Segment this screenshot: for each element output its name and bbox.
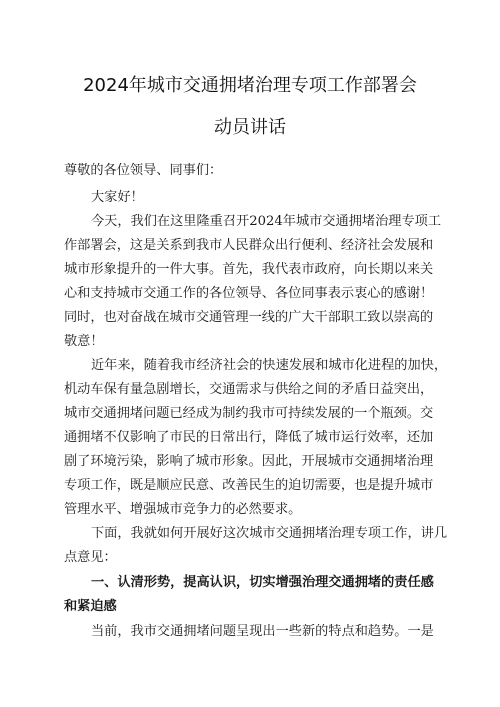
- section-heading-line: 和紧迫感: [64, 599, 117, 614]
- paragraph-line: 管理水平、增强城市竞争力的必然要求。: [64, 502, 302, 517]
- paragraph-line: 专项工作，既是顺应民意、改善民生的迫切需要，也是提升城市: [64, 478, 434, 493]
- section-heading-line: 一、认清形势，提高认识，切实增强治理交通拥堵的责任感: [91, 575, 434, 590]
- paragraph-line: 机动车保有量急剧增长，交通需求与供给之间的矛盾日益突出，: [64, 382, 434, 397]
- paragraph-line: 当前，我市交通拥堵问题呈现出一些新的特点和趋势。一是: [91, 624, 434, 639]
- paragraph-line: 点意见：: [64, 550, 117, 565]
- salutation: 尊敬的各位领导、同事们：: [64, 163, 223, 178]
- paragraph-line: 城市交通拥堵问题已经成为制约我市可持续发展的一个瓶颈。交: [64, 406, 434, 421]
- paragraph-line: 剧了环境污染，影响了城市形象。因此，开展城市交通拥堵治理: [64, 454, 434, 469]
- paragraph-line: 同时，也对奋战在城市交通管理一线的广大干部职工致以崇高的: [64, 310, 434, 325]
- paragraph-line: 下面，我就如何开展好这次城市交通拥堵治理专项工作，讲几: [91, 526, 448, 541]
- paragraph-line: 通拥堵不仅影响了市民的日常出行，降低了城市运行效率，还加: [64, 430, 434, 445]
- paragraph-line: 近年来，随着我市经济社会的快速发展和城市化进程的加快，: [91, 358, 448, 373]
- paragraph-line: 敬意！: [64, 334, 104, 349]
- paragraph-line: 城市形象提升的一件大事。首先，我代表市政府，向长期以来关: [64, 262, 434, 277]
- greeting: 大家好！: [91, 190, 144, 205]
- paragraph-line: 今天，我们在这里隆重召开2024年城市交通拥堵治理专项工: [91, 214, 442, 229]
- paragraph-line: 作部署会，这是关系到我市人民群众出行便利、经济社会发展和: [64, 238, 434, 253]
- document-title-line-2: 动员讲话: [214, 117, 286, 138]
- paragraph-line: 心和支持城市交通工作的各位领导、各位同事表示衷心的感谢！: [64, 286, 434, 301]
- document-title-line-1: 2024年城市交通拥堵治理专项工作部署会: [83, 75, 417, 96]
